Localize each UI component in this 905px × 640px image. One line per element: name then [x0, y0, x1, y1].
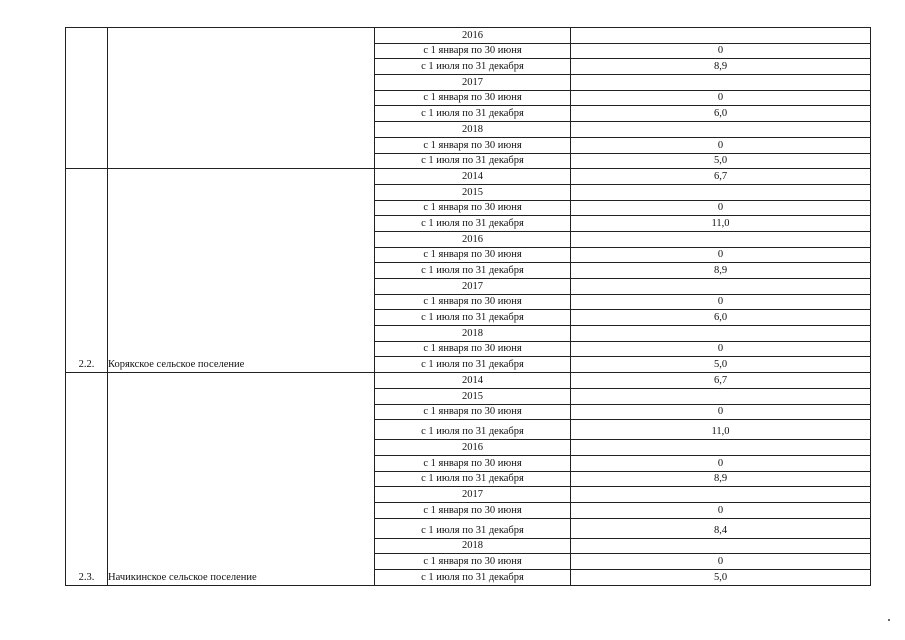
value-cell: 8,9 [571, 471, 871, 487]
period-cell: 2014 [375, 373, 571, 389]
period-cell: с 1 января по 30 июня [375, 43, 571, 59]
value-cell: 11,0 [571, 420, 871, 440]
value-cell [571, 538, 871, 554]
period-cell: 2014 [375, 169, 571, 185]
value-cell [571, 326, 871, 342]
value-cell: 0 [571, 404, 871, 420]
value-cell: 0 [571, 247, 871, 263]
period-cell: с 1 января по 30 июня [375, 137, 571, 153]
table-row [66, 28, 871, 44]
period-cell: с 1 января по 30 июня [375, 502, 571, 518]
value-cell: 6,7 [571, 169, 871, 185]
period-cell: 2016 [375, 440, 571, 456]
value-cell: 11,0 [571, 216, 871, 232]
period-cell: 2015 [375, 388, 571, 404]
period-cell: 2017 [375, 279, 571, 295]
settlement-name-cell: Корякское сельское поселение [108, 169, 375, 373]
period-cell: с 1 июля по 31 декабря [375, 153, 571, 169]
value-cell: 5,0 [571, 153, 871, 169]
period-cell: с 1 января по 30 июня [375, 247, 571, 263]
value-cell: 0 [571, 554, 871, 570]
section-number-cell: 2.2. [66, 169, 108, 373]
period-cell: 2016 [375, 231, 571, 247]
period-cell: с 1 июля по 31 декабря [375, 420, 571, 440]
tariff-table-body [66, 28, 871, 586]
value-cell: 0 [571, 90, 871, 106]
value-cell: 0 [571, 455, 871, 471]
value-cell [571, 28, 871, 44]
table-row [66, 169, 871, 185]
period-cell: 2017 [375, 487, 571, 503]
tariff-table [65, 27, 871, 586]
value-cell [571, 487, 871, 503]
period-cell: с 1 января по 30 июня [375, 404, 571, 420]
value-cell [571, 231, 871, 247]
period-cell: с 1 июля по 31 декабря [375, 106, 571, 122]
period-cell: с 1 июля по 31 декабря [375, 518, 571, 538]
period-cell: с 1 января по 30 июня [375, 554, 571, 570]
section-number-cell: 2.3. [66, 373, 108, 586]
value-cell: 6,0 [571, 310, 871, 326]
period-cell: с 1 января по 30 июня [375, 455, 571, 471]
period-cell: 2017 [375, 75, 571, 91]
scan-speck [888, 619, 890, 621]
value-cell: 0 [571, 43, 871, 59]
period-cell: с 1 июля по 31 декабря [375, 471, 571, 487]
period-cell: с 1 января по 30 июня [375, 90, 571, 106]
period-cell: с 1 июля по 31 декабря [375, 357, 571, 373]
value-cell: 0 [571, 200, 871, 216]
value-cell: 0 [571, 294, 871, 310]
table-row [66, 373, 871, 389]
period-cell: 2018 [375, 538, 571, 554]
period-cell: с 1 июля по 31 декабря [375, 59, 571, 75]
value-cell: 8,9 [571, 59, 871, 75]
value-cell: 0 [571, 341, 871, 357]
value-cell: 0 [571, 502, 871, 518]
value-cell: 8,9 [571, 263, 871, 279]
period-cell: 2015 [375, 184, 571, 200]
period-cell: 2016 [375, 28, 571, 44]
value-cell: 6,0 [571, 106, 871, 122]
period-cell: с 1 января по 30 июня [375, 200, 571, 216]
settlement-name-cell [108, 28, 375, 169]
value-cell: 0 [571, 137, 871, 153]
value-cell [571, 184, 871, 200]
value-cell: 5,0 [571, 357, 871, 373]
value-cell [571, 75, 871, 91]
value-cell [571, 279, 871, 295]
period-cell: с 1 июля по 31 декабря [375, 263, 571, 279]
value-cell [571, 388, 871, 404]
value-cell: 6,7 [571, 373, 871, 389]
value-cell: 8,4 [571, 518, 871, 538]
period-cell: с 1 июля по 31 декабря [375, 216, 571, 232]
period-cell: 2018 [375, 326, 571, 342]
period-cell: с 1 января по 30 июня [375, 294, 571, 310]
section-number-cell [66, 28, 108, 169]
period-cell: с 1 июля по 31 декабря [375, 310, 571, 326]
period-cell: с 1 июля по 31 декабря [375, 570, 571, 586]
value-cell: 5,0 [571, 570, 871, 586]
settlement-name-cell: Начикинское сельское поселение [108, 373, 375, 586]
period-cell: с 1 января по 30 июня [375, 341, 571, 357]
value-cell [571, 122, 871, 138]
value-cell [571, 440, 871, 456]
period-cell: 2018 [375, 122, 571, 138]
